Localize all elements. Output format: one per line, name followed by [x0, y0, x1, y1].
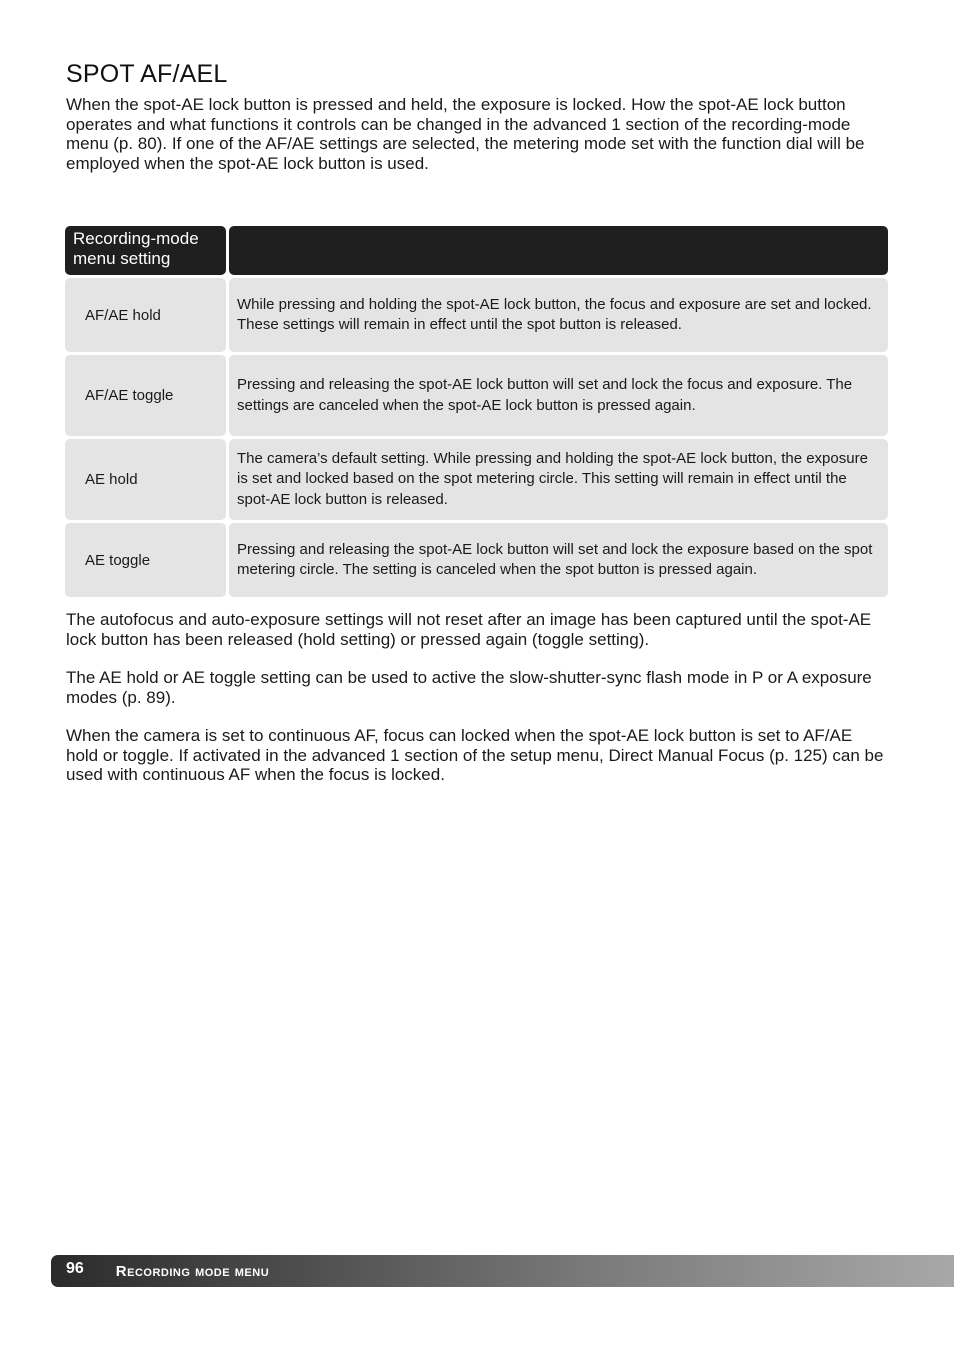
setting-description: While pressing and holding the spot-AE lock button, the focus and exposure are set and locked. These settings will remain in effect until the spot button is released. — [229, 278, 888, 352]
header-setting-column: Recording-mode menu setting — [65, 226, 226, 275]
setting-name: AF/AE toggle — [65, 355, 226, 436]
body-paragraph-continuous-af: When the camera is set to continuous AF, focus can locked when the spot-AE lock button is set to AF/AE hold or toggle. If activated in the advanced 1 section of the setup menu, Direct Manual Focus (p. 125) can be used with continuous AF when the focus is locked. — [66, 726, 884, 784]
footer-bar — [51, 1255, 954, 1287]
table-row — [65, 523, 888, 597]
body-paragraph-reset: The autofocus and auto-exposure settings will not reset after an image has been captured until the spot-AE lock button has been released (hold setting) or pressed again (toggle setting). — [66, 610, 872, 649]
setting-name: AE hold — [65, 439, 226, 520]
body-paragraph-flash: The AE hold or AE toggle setting can be used to active the slow-shutter-sync flash mode in P or A exposure modes (p. 89). — [66, 668, 872, 707]
table-row — [65, 355, 888, 436]
setting-name: AE toggle — [65, 523, 226, 597]
setting-description: The camera’s default setting. While pressing and holding the spot-AE lock button, the exposure is set and locked based on the spot metering circle. This setting will remain in effect until the spot-AE lock button is released. — [229, 439, 888, 520]
setting-name: AF/AE hold — [65, 278, 226, 352]
table-row — [65, 439, 888, 520]
setting-description: Pressing and releasing the spot-AE lock button will set and lock the focus and exposure. The settings are canceled when the spot-AE lock button is pressed again. — [229, 355, 888, 436]
intro-paragraph: When the spot-AE lock button is pressed and held, the exposure is locked. How the spot-AE lock button operates and what functions it controls can be changed in the advanced 1 section of the recording-mode menu (p. 80). If one of the AF/AE settings are selected, the metering mode set with the function dial will be employed when the spot-AE lock button is used. — [66, 95, 865, 173]
table-row — [65, 278, 888, 352]
section-label: Recording mode menu — [115, 1262, 270, 1280]
setting-description: Pressing and releasing the spot-AE lock button will set and lock the exposure based on the spot metering circle. The setting is canceled when the spot button is pressed again. — [229, 523, 888, 597]
page-number: 96 — [66, 1260, 84, 1277]
settings-table — [65, 226, 888, 600]
table-header — [65, 226, 888, 275]
header-description-column — [229, 226, 888, 275]
page-title: SPOT AF/AEL — [66, 60, 228, 88]
